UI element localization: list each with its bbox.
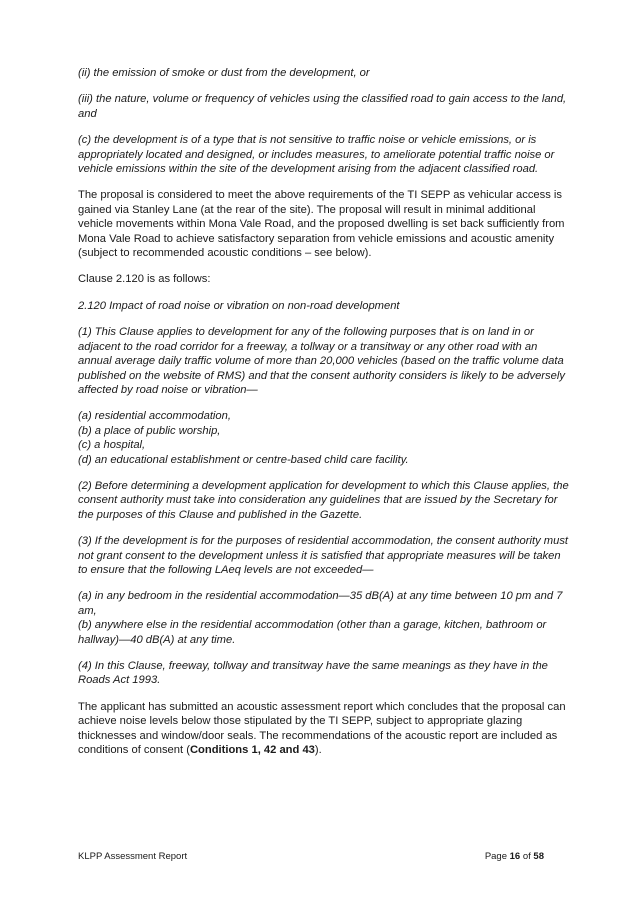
para-conclusion: [78, 700, 572, 758]
footer-report-title: KLPP Assessment Report: [78, 851, 188, 862]
para-assessment: The proposal is considered to meet the above requirements of the TI SEPP as vehicular access is gained via Stanley Lane (at the rear of the site). The proposal will result in minimal additional vehicle movements within Mona Vale Road, and the proposed dwelling is set back sufficiently from Mona Vale Road to achieve satisfactory separation from vehicle emissions and acoustic amenity (subject to recommended acoustic conditions – see below).: [78, 189, 565, 260]
clause-sub-2: (2) Before determining a development application for development to which this Clause applies, the consent authority must take into consideration any guidelines that are issued by the Secretary for the purposes of this Clause and published in the Gazette.: [78, 479, 569, 521]
clause-sub-1: (1) This Clause applies to development for any of the following purposes that is on land in or adjacent to the road corridor for a freeway, a tollway or a transitway or any other road with an annual average daily traffic volume of more than 20,000 vehicles (based on the traffic volume data published on the website of RMS) and that the consent authority considers is likely to be adversely affected by road noise or vibration—: [78, 326, 565, 396]
clause-sub-3b: (b) anywhere else in the residential accommodation (other than a garage, kitchen, bathroom or hallway)—40 dB(A) at any time.: [78, 619, 547, 646]
para-ii: (ii) the emission of smoke or dust from the development, or: [78, 67, 370, 79]
purpose-list: [78, 409, 572, 467]
of-label: of: [520, 851, 534, 862]
current-page: 16: [509, 851, 521, 862]
list-item: (b) a place of public worship,: [78, 424, 221, 437]
clause-sub-3a: (a) in any bedroom in the residential accommodation—35 dB(A) at any time between 10 pm and 7 am,: [78, 590, 563, 617]
list-item: (a) residential accommodation,: [78, 410, 231, 423]
list-item: (d) an educational establishment or centre-based child care facility.: [78, 453, 409, 466]
para-clause-intro: Clause 2.120 is as follows:: [78, 273, 211, 286]
clause-heading: 2.120 Impact of road noise or vibration on non-road development: [78, 299, 400, 312]
page-number: [485, 851, 544, 862]
total-pages: 58: [533, 851, 544, 862]
para-c: (c) the development is of a type that is not sensitive to traffic noise or vehicle emissions, or is appropriately located and designed, or includes measures, to ameliorate potential traffic noise or vehicle emissions within the site of the development arising from the adjacent classified road.: [78, 134, 555, 176]
clause-sub-4: (4) In this Clause, freeway, tollway and transitway have the same meanings as they have in the Roads Act 1993.: [78, 660, 548, 687]
list-item: (c) a hospital,: [78, 439, 146, 452]
conclusion-text: The applicant has submitted an acoustic assessment report which concludes that the proposal can achieve noise levels below those stipulated by the TI SEPP, subject to appropriate glazing thicknesses and window/door seals. The recommendations of the acoustic report are included as conditions of consent (: [78, 700, 566, 757]
para-iii: (iii) the nature, volume or frequency of vehicles using the classified road to gain access to the land, and: [78, 93, 567, 120]
page-label: Page: [484, 851, 510, 862]
document-body: [78, 66, 572, 757]
clause-sub-3: (3) If the development is for the purposes of residential accommodation, the consent authority must not grant consent to the development unless it is satisfied that appropriate measures will be taken to ensure that the following LAeq levels are not exceeded—: [78, 535, 569, 576]
conditions-ref: Conditions 1, 42 and 43: [189, 744, 315, 757]
conclusion-end: ).: [314, 744, 322, 757]
page-footer: [78, 851, 544, 862]
